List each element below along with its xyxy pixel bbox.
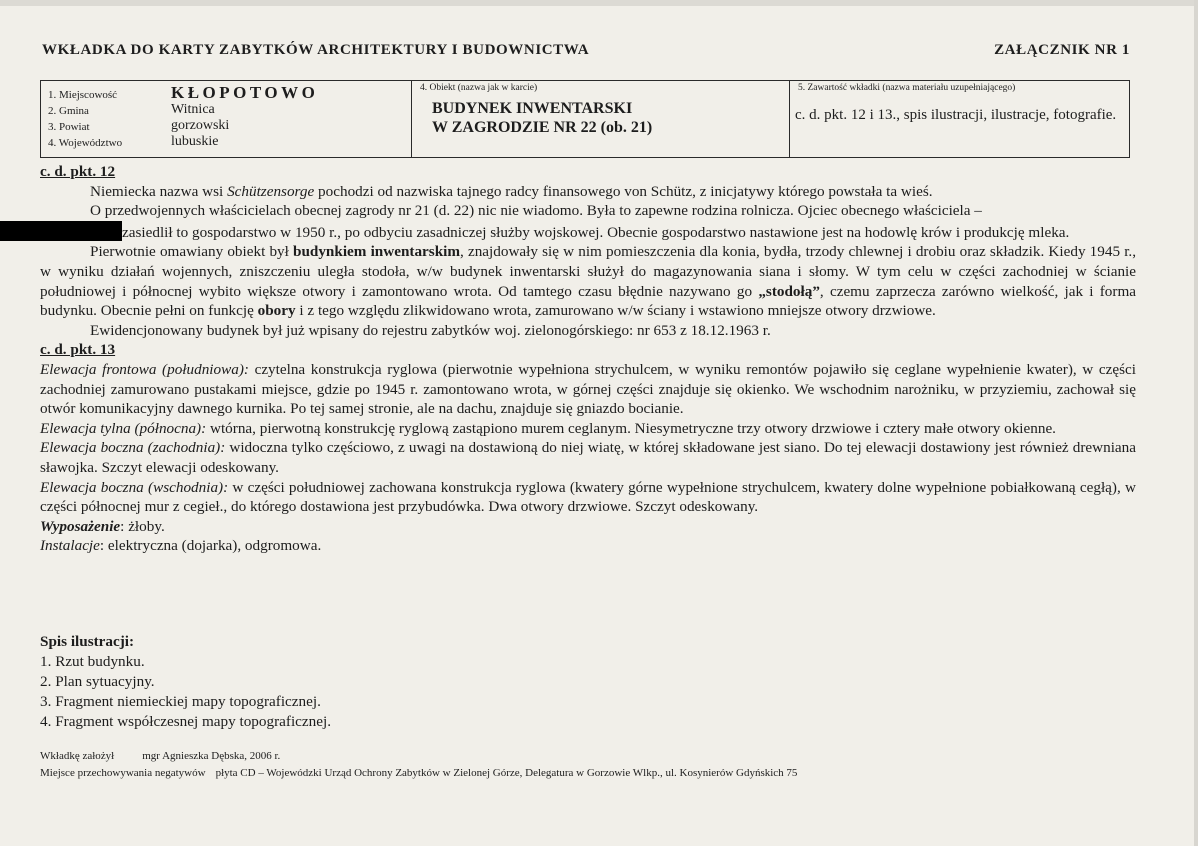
illustrations-list — [40, 632, 331, 732]
contents-text: c. d. pkt. 12 i 13., spis ilustracji, ilustracje, fotografie. — [795, 107, 1117, 123]
text-run: i z tego względu zlikwidowano wrota, zamurowano w/w ściany i wstawiono mniejsze otwory drzwiowe. — [295, 302, 936, 320]
equipment-label: Wyposażenie — [40, 517, 121, 535]
elevation-label: Elewacja boczna (zachodnia): — [40, 439, 226, 457]
object-cell — [412, 81, 790, 157]
paragraph-equipment — [40, 517, 1136, 537]
section-heading-12: c. d. pkt. 12 — [40, 163, 116, 180]
text-run: Pierwotnie omawiany obiekt był — [90, 243, 293, 261]
elevation-label: Elewacja tylna (północna): — [40, 419, 207, 437]
wojewodztwo-value: lubuskie — [171, 134, 219, 149]
bold-term: „stodołą” — [758, 282, 820, 300]
paragraph-history — [40, 242, 1136, 320]
list-item: 1. Rzut budynku. — [40, 653, 145, 670]
page-edge — [0, 0, 1198, 6]
label-powiat: 3. Powiat — [48, 121, 90, 133]
list-item: 3. Fragment niemieckiej mapy topograficznej. — [40, 693, 321, 710]
label-gmina: 2. Gmina — [48, 105, 89, 117]
object-label: 4. Obiekt (nazwa jak w karcie) — [420, 83, 538, 93]
document-title: WKŁADKA DO KARTY ZABYTKÓW ARCHITEKTURY I BUDOWNICTWA — [42, 42, 590, 58]
text-run: : żłoby. — [120, 517, 165, 535]
installations-label: Instalacje — [40, 537, 100, 555]
list-item: 2. Plan sytuacyjny. — [40, 673, 155, 690]
body-text — [40, 162, 1136, 556]
footer — [40, 748, 797, 782]
text-run: wtórna, pierwotną konstrukcję ryglową zastąpiono murem ceglanym. Niesymetryczne trzy otwory drzwiowe i cztery małe otwory okienne. — [206, 419, 1056, 437]
list-item: 4. Fragment współczesnej mapy topograficznej. — [40, 713, 332, 730]
gmina-value: Witnica — [171, 102, 215, 117]
object-name-line1: BUDYNEK INWENTARSKI — [432, 100, 633, 117]
paragraph-owners — [40, 201, 1136, 242]
town-name: KŁOPOTOWO — [171, 83, 319, 102]
paragraph-register: Ewidencjonowany budynek był już wpisany do rejestru zabytków woj. zielonogórskiego: nr 653 z 18.12.1963 r. — [90, 321, 771, 339]
label-wojewodztwo: 4. Województwo — [48, 137, 123, 149]
contents-label: 5. Zawartość wkładki (nazwa materiału uzupełniającego) — [798, 83, 1016, 93]
label-miejscowosc: 1. Miejscowość — [48, 89, 118, 101]
author-line — [40, 748, 797, 765]
powiat-value: gorzowski — [171, 118, 230, 133]
paragraph-front-elevation — [40, 360, 1136, 419]
author-value: mgr Agnieszka Dębska, 2006 r. — [142, 750, 281, 762]
paragraph-west-elevation — [40, 438, 1136, 477]
redaction-bar — [0, 221, 122, 241]
text-run: w części południowej zachowana konstrukcja ryglowa (kwatery górne wypełnione strychulcem, kwatery dolne wypełnione pobiałkowaną cegłą), w części północnej mur z cegieł., do którego dostawiona jest przybudówka. Dwa otwory drzwiowe. Szczyt odeskowany. — [40, 478, 1136, 516]
text-run: Niemiecka nazwa wsi — [90, 182, 228, 200]
storage-label: Miejsce przechowywania negatywów — [40, 767, 206, 779]
storage-line — [40, 765, 797, 782]
storage-value: płyta CD – Wojewódzki Urząd Ochrony Zabytków w Zielonej Górze, Delegatura w Gorzowie Wlkp., ul. Kosynierów Gdyńskich 75 — [215, 767, 798, 779]
text-run: , znajdowały się w nim pomieszczenia dla konia, bydła, trzody chlewnej i drobiu oraz składzik. Kiedy 1945 r., w wyniku działań wojennych, zniszczeniu uległa stodoła, w/w budynek inwentarski służył do magazynowania siana i słomy. W tym celu w części zachodniej w ścianie południowej i północnej wybito większe otwory i zamontowano wrota. Od tamtego czasu błędnie nazywano go — [40, 243, 1137, 300]
page-edge-right — [1194, 0, 1198, 846]
location-cell — [41, 81, 412, 157]
text-run: : elektryczna (dojarka), odgromowa. — [99, 537, 322, 555]
paragraph-rear-elevation — [40, 419, 1136, 439]
object-name — [432, 99, 652, 137]
bold-term: budynkiem inwentarskim — [293, 243, 461, 261]
text-run: widoczna tylko częściowo, z uwagi na dostawioną do niej wiatę, w której składowane jest siano. Do tej elewacji dostawiony jest również drewniana sławojka. Szczyt elewacji odeskowany. — [40, 439, 1136, 476]
paragraph-east-elevation — [40, 478, 1136, 517]
annex-label: ZAŁĄCZNIK NR 1 — [994, 42, 1130, 58]
german-village-name: Schützensorge — [227, 182, 315, 200]
text-run: czytelna konstrukcja ryglowa (pierwotnie wypełniona strychulcem, w wyniku remontów pojawiło się ceglane wypełnienie kwater), w części zachodniej zamurowano pustakami miejsce, gdzie po 1945 r. zamontowano wrota, w górnej części znajduje się okienko. We wschodnim narożniku, w przyziemiu, zachował się otwór komunikacyjny dawnego kurnika. Po tej samej stronie, ale na dachu, znajduje się gniazdo bocianie. — [40, 360, 1136, 418]
elevation-label: Elewacja frontowa (południowa): — [40, 360, 249, 378]
bold-term: obory — [257, 302, 296, 320]
text-run: O przedwojennych właścicielach obecnej zagrody nr 21 (d. 22) nic nie wiadomo. Była to zapewne rodzina rolnicza. Ojciec obecnego właściciela – — [90, 202, 982, 220]
paragraph-german-name — [40, 182, 1136, 202]
text-run: , czemu zaprzecza zarówno wielkość, jak i forma budynku. Obecnie pełni on funkcję — [40, 282, 1137, 320]
section-heading-13: c. d. pkt. 13 — [40, 341, 116, 359]
elevation-label: Elewacja boczna (wschodnia): — [40, 478, 229, 496]
header-table — [40, 80, 1130, 158]
author-label: Wkładkę założył — [40, 750, 115, 762]
text-run: zasiedlił to gospodarstwo w 1950 r., po odbyciu zasadniczej służby wojskowej. Obecnie gospodarstwo nastawione jest na hodowlę krów i produkcję mleka. — [122, 223, 1070, 241]
object-name-line2: W ZAGRODZIE NR 22 (ob. 21) — [432, 119, 653, 136]
text-run: pochodzi od nazwiska tajnego radcy finansowego von Schütz, z inicjatywy którego powstała ta wieś. — [314, 182, 933, 200]
contents-cell — [790, 81, 1129, 157]
paragraph-installations — [40, 536, 1136, 556]
illustrations-title: Spis ilustracji: — [40, 633, 135, 650]
